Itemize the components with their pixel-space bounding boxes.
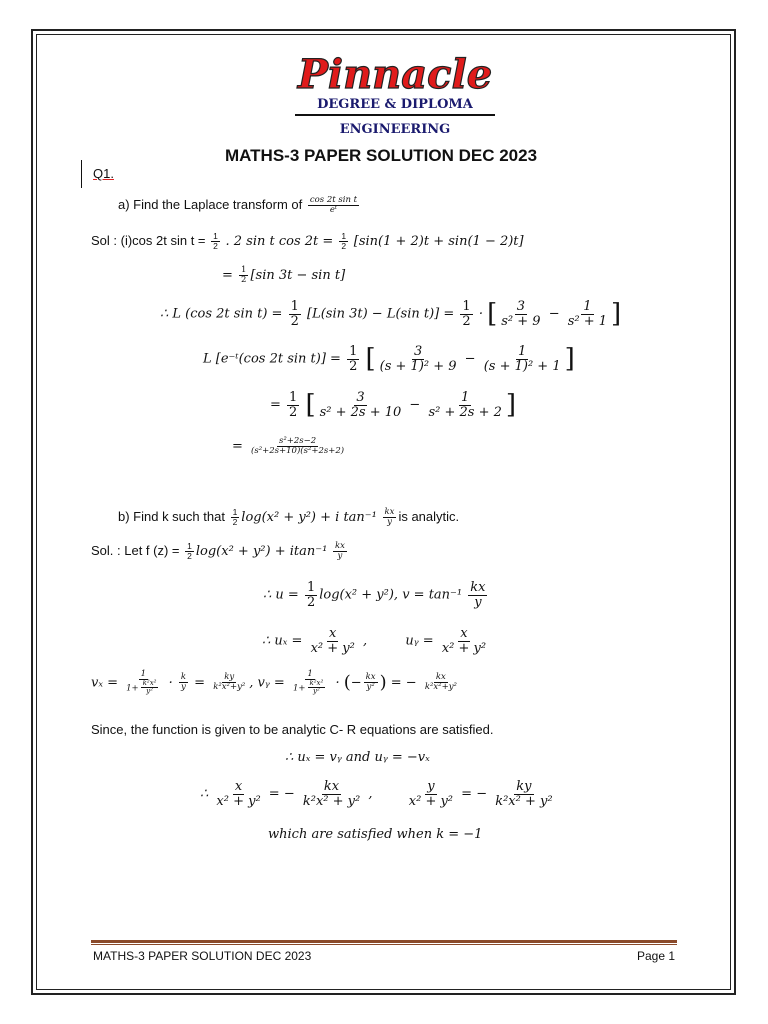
part-b-prompt: b) Find k such that $\frac{1}{2}$ log(x² + y²) + i tan⁻¹ $\frac{kx}{y}$ is analytic. (118, 507, 460, 527)
final-conclusion: which are satisfied when k = −1 (268, 827, 483, 842)
logo-line1: DEGREE & DIPLOMA (317, 97, 473, 112)
part-b-sol: Sol. : Let f (z) = $\frac{1}{2}$ log(x² + y²) + itan⁻¹ $\frac{kx}{y}$ (91, 541, 345, 561)
part-a-prompt-text: a) Find the Laplace transform of (118, 196, 303, 212)
footer-title: MATHS-3 PAPER SOLUTION DEC 2023 (93, 949, 312, 963)
part-a-sol-line1: Sol : (i)cos 2t sin t = $\frac{1}{2}$ . 2 sin t cos 2t = $\frac{1}{2}$ [sin(1 + 2)t + sin(1 − 2)t] (91, 231, 524, 251)
part-a-sol-line4: L [e⁻ᵗ(cos 2t sin t)] = $\frac{1}{2}$ [ $\frac{3}{\text{(s + 1)² + 9}}$ − $\frac{1}{\text{(s + 1)² + 1}}$ ] (203, 344, 575, 375)
page-number: Page 1 (637, 949, 676, 963)
part-a-sol-line5: = $\frac{1}{2}$ [ $\frac{3}{\text{s² + 2s + 10}}$ − $\frac{1}{\text{s² + 2s + 2}}$ ] (270, 390, 517, 421)
footer-rule (91, 940, 677, 943)
text-cursor (81, 160, 82, 188)
logo-line2: ENGINEERING (339, 122, 451, 137)
cr-equations: ∴ uₓ = vᵧ and uᵧ = −vₓ (285, 750, 430, 765)
part-b-ux-uy: ∴ uₓ = $\frac{x}{\text{x² + y²}}$ , uᵧ = $\frac{x}{\text{x² + y²}}$ (262, 626, 487, 656)
part-b-vx-vy: vₓ = 1 1+ $\frac{\text{k²x²}}{\text{y²}}$ · $\frac{k}{y}$ = $\frac{ky}{\text{k²x²+y²}}$ , vᵧ = 1 1+ $\frac{\text{k²x²}}{\text{y²}}$ · (− $\frac{kx}{\text{y²}}$ ) = − $\frac{kx}{\text{k²x²+y²}}$ (91, 669, 457, 696)
part-a-sol-line2: = $\frac{1}{2}$ [sin 3t − sin t] (222, 265, 346, 285)
analytic-statement: Since, the function is given to be analytic C- R equations are satisfied. (91, 722, 494, 737)
page-title: MATHS-3 PAPER SOLUTION DEC 2023 (225, 146, 538, 165)
question-label: Q1. (93, 166, 114, 181)
logo-brand: Pinnacle (297, 51, 493, 98)
cr-substitution: ∴ $\frac{x}{\text{x² + y²}}$ = − $\frac{kx}{\text{k²x² + y²}}$ , $\frac{y}{\text{x² + y²}}$ = − $\frac{ky}{\text{k²x² + y²}}$ (200, 779, 553, 809)
pinnacle-logo (285, 48, 505, 140)
part-a-final: = $\frac{\text{s²+2s−2}}{\text{(s²+2s+10)(s²+2s+2)}}$ (232, 436, 345, 456)
part-a-prompt (118, 196, 361, 215)
part-b-uv: ∴ u = $\frac{1}{2}$ log(x² + y²), v = tan⁻¹ $\frac{kx}{y}$ (263, 580, 486, 610)
footer-rule-thin (91, 944, 677, 945)
part-a-fraction: $\frac{\text{cos 2t sin t}}{\text{eᵗ}}$ (309, 195, 358, 215)
part-a-sol-line3: ∴ L (cos 2t sin t) = $\frac{1}{2}$ [L(sin 3t) − L(sin t)] = $\frac{1}{2}$ · [ $\frac{3}{\text{s² + 9}}$ − $\frac{1}{\text{s² + 1}}$ ] (160, 299, 622, 330)
